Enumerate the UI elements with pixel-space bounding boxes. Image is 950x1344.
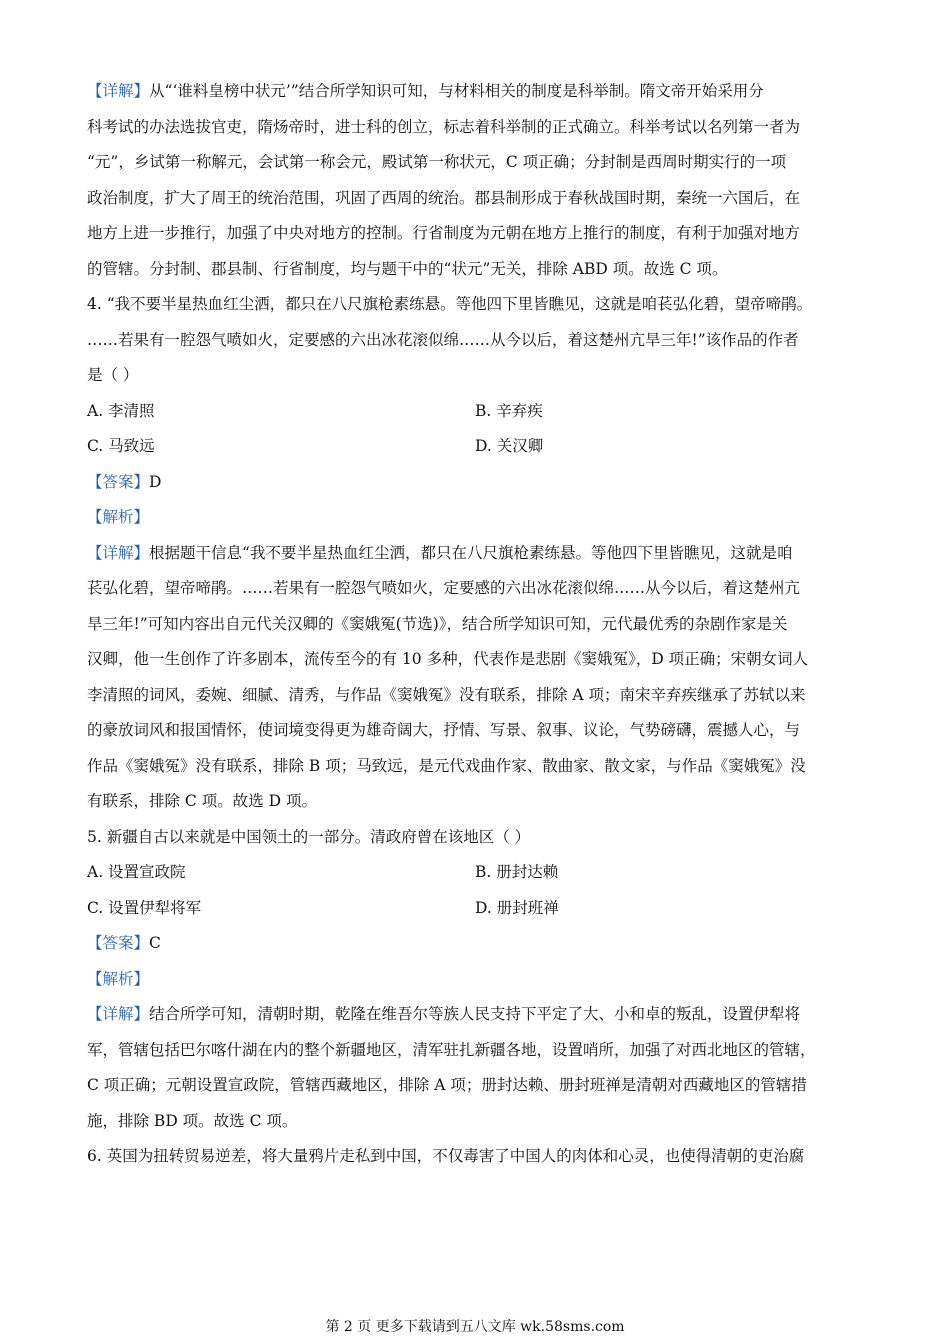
q5-options-row: [87, 891, 877, 927]
answer-value: D: [149, 472, 162, 491]
q4-detail-line: 作品《窦娥冤》没有联系，排除 B 项；马致远，是元代戏曲作家、散曲家、散文家，与作品《窦娥冤》没: [87, 756, 806, 775]
q4-stem-line: 4. “我不要半星热血红尘洒，都只在八尺旗枪素练悬。等他四下里皆瞧见，这就是咱苌弘化碧，望帝啼鹃。: [87, 295, 813, 313]
q4-options-row: [87, 394, 877, 430]
q4-option-d: D. 关汉卿: [475, 437, 544, 455]
q4-stem-line: 是（ ）: [87, 366, 139, 384]
q5-option-b: B. 册封达赖: [475, 863, 559, 881]
q4-option-a: A. 李清照: [87, 401, 155, 420]
answer-tag: 【答案】: [87, 472, 150, 491]
q4-detail-line: 李清照的词风，委婉、细腻、清秀，与作品《窦娥冤》没有联系，排除 A 项；南宋辛弃疾继承了苏轼以来: [87, 685, 806, 704]
q5-options-row: [87, 855, 877, 891]
q3-detail-line: 地方上进一步推行，加强了中央对地方的控制。行省制度为元朝在地方上推行的制度，有利于加强对地方: [87, 224, 801, 242]
q5-detail-line: 施，排除 BD 项。故选 C 项。: [87, 1111, 298, 1130]
q5-answer: [87, 926, 877, 962]
q3-detail-line: 【详解】从“‘谁料皇榜中状元’”结合所学知识可知，与材料相关的制度是科举制。隋文帝开始采用分: [87, 82, 764, 100]
analysis-tag: 【解析】: [87, 508, 150, 526]
q5-option-c: C. 设置伊犁将军: [87, 898, 202, 917]
q5-option-a: A. 设置宣政院: [87, 863, 186, 881]
q3-detail-line: 政治制度，扩大了周王的统治范围，巩固了西周的统治。郡县制形成于春秋战国时期，秦统一六国后，在: [87, 188, 801, 207]
document-page: [87, 74, 877, 1175]
q4-detail-line: 旱三年!”可知内容出自元代关汉卿的《窦娥冤(节选)》，结合所学知识可知，元代最优秀的杂剧作家是关: [87, 614, 788, 633]
detail-tag: 【详解】: [87, 82, 150, 100]
q4-detail-line: 【详解】根据题干信息“我不要半星热血红尘洒，都只在八尺旗枪素练悬。等他四下里皆瞧见，这就是咱: [87, 543, 793, 562]
q4-analysis: [87, 500, 877, 536]
q3-detail-line: 科考试的办法选拔官吏，隋炀帝时，进士科的创立，标志着科举制的正式确立。科举考试以名列第一者为: [87, 117, 801, 136]
detail-tag: 【详解】: [87, 1005, 150, 1023]
q5-stem: 5. 新疆自古以来就是中国领土的一部分。清政府曾在该地区（ ）: [87, 827, 531, 846]
q4-detail-line: 的豪放词风和报国情怀，使词境变得更为雄奇阔大，抒情、写景、叙事、议论，气势磅礴，震撼人心，与: [87, 721, 801, 739]
q4-option-c: C. 马致远: [87, 437, 155, 455]
q4-detail-line: 苌弘化碧，望帝啼鹃。……若果有一腔怨气喷如火，定要感的六出冰花滚似绵……从今以后，着这楚州亢: [87, 579, 801, 597]
detail-tag: 【详解】: [87, 543, 150, 562]
q4-detail-line: 有联系，排除 C 项。故选 D 项。: [87, 792, 317, 810]
q5-analysis: [87, 962, 877, 998]
q5-detail-line: 军，管辖包括巴尔喀什湖在内的整个新疆地区，清军驻扎新疆各地，设置哨所，加强了对西北地区的管辖，: [87, 1040, 816, 1059]
q4-stem-line: ……若果有一腔怨气喷如火，定要感的六出冰花滚似绵……从今以后，着这楚州亢旱三年!”该作品的作者: [87, 330, 799, 349]
answer-tag: 【答案】: [87, 934, 150, 952]
q5-option-d: D. 册封班禅: [475, 898, 559, 917]
q3-detail-line: “元”，乡试第一称解元，会试第一称会元，殿试第一称状元，C 项正确；分封制是西周时期实行的一项: [87, 153, 787, 171]
q5-detail-line: 【详解】结合所学可知，清朝时期，乾隆在维吾尔等族人民支持下平定了大、小和卓的叛乱，设置伊犁将: [87, 1005, 801, 1023]
answer-value: C: [149, 934, 161, 952]
q3-detail-line: 的管辖。分封制、郡县制、行省制度，均与题干中的“状元”无关，排除 ABD 项。故选 C 项。: [87, 259, 728, 278]
q4-option-b: B. 辛弃疾: [475, 401, 543, 420]
q5-detail-line: C 项正确；元朝设置宣政院，管辖西藏地区，排除 A 项；册封达赖、册封班禅是清朝对西藏地区的管辖措: [87, 1076, 807, 1094]
page-footer: 第 2 页 更多下载请到五八文库 wk.58sms.com: [325, 1319, 625, 1335]
q6-stem-line: 6. 英国为扭转贸易逆差，将大量鸦片走私到中国，不仅毒害了中国人的肉体和心灵，也使得清朝的吏治腐: [87, 1147, 805, 1165]
analysis-tag: 【解析】: [87, 969, 150, 988]
q4-answer: [87, 465, 877, 501]
q4-options-row: [87, 429, 877, 465]
q4-detail-line: 汉卿，他一生创作了许多剧本，流传至今的有 10 多种，代表作是悲剧《窦娥冤》，D 项正确；宋朝女词人: [87, 650, 809, 668]
